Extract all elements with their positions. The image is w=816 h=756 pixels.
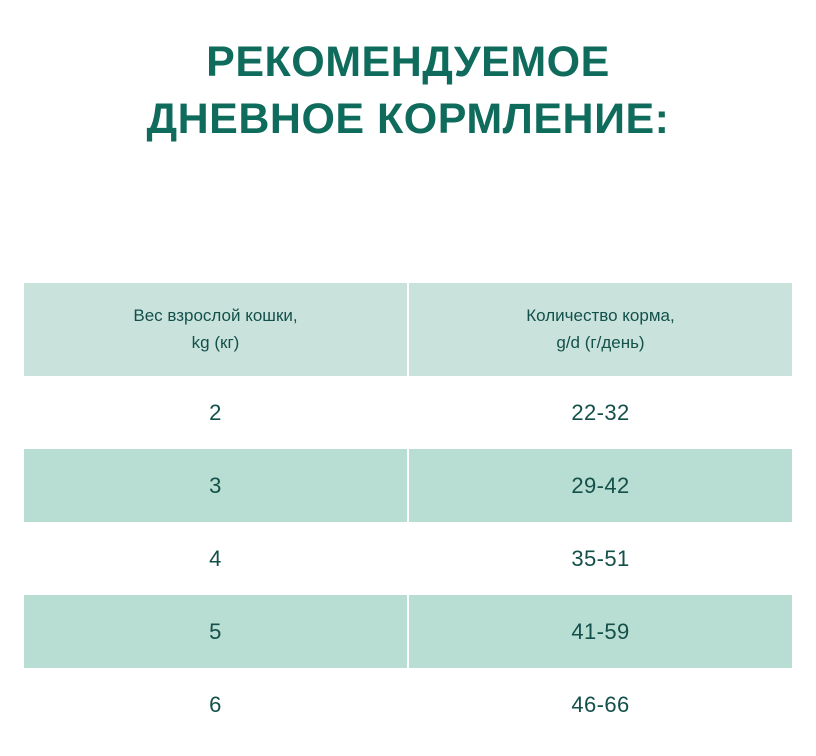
table-row [24, 595, 792, 668]
table-header [24, 283, 792, 376]
page-title [0, 0, 816, 148]
column-header-amount-main: Количество корма, [526, 306, 675, 326]
page-title-line-1: РЕКОМЕНДУЕМОЕ [206, 38, 610, 86]
feeding-table-container [24, 283, 792, 741]
cell-amount: 29-42 [408, 449, 792, 522]
page-title-line-2: ДНЕВНОЕ КОРМЛЕНИЕ: [146, 95, 670, 144]
cell-weight: 3 [24, 449, 408, 522]
cell-amount: 22-32 [408, 376, 792, 449]
column-header-weight-sub: kg (кг) [191, 332, 240, 352]
cell-weight: 4 [24, 522, 408, 595]
table-row [24, 449, 792, 522]
cell-amount: 46-66 [408, 668, 792, 741]
cell-weight: 6 [24, 668, 408, 741]
column-header-amount [408, 283, 792, 376]
table-header-row [24, 283, 792, 376]
column-header-amount-sub: g/d (г/день) [556, 332, 645, 352]
table-row [24, 522, 792, 595]
cell-weight: 2 [24, 376, 408, 449]
cell-amount: 41-59 [408, 595, 792, 668]
table-row [24, 668, 792, 741]
column-header-weight-main: Вес взрослой кошки, [133, 306, 298, 326]
cell-weight: 5 [24, 595, 408, 668]
cell-amount: 35-51 [408, 522, 792, 595]
column-header-weight [24, 283, 408, 376]
feeding-table [24, 283, 792, 741]
table-body [24, 376, 792, 741]
table-row [24, 376, 792, 449]
